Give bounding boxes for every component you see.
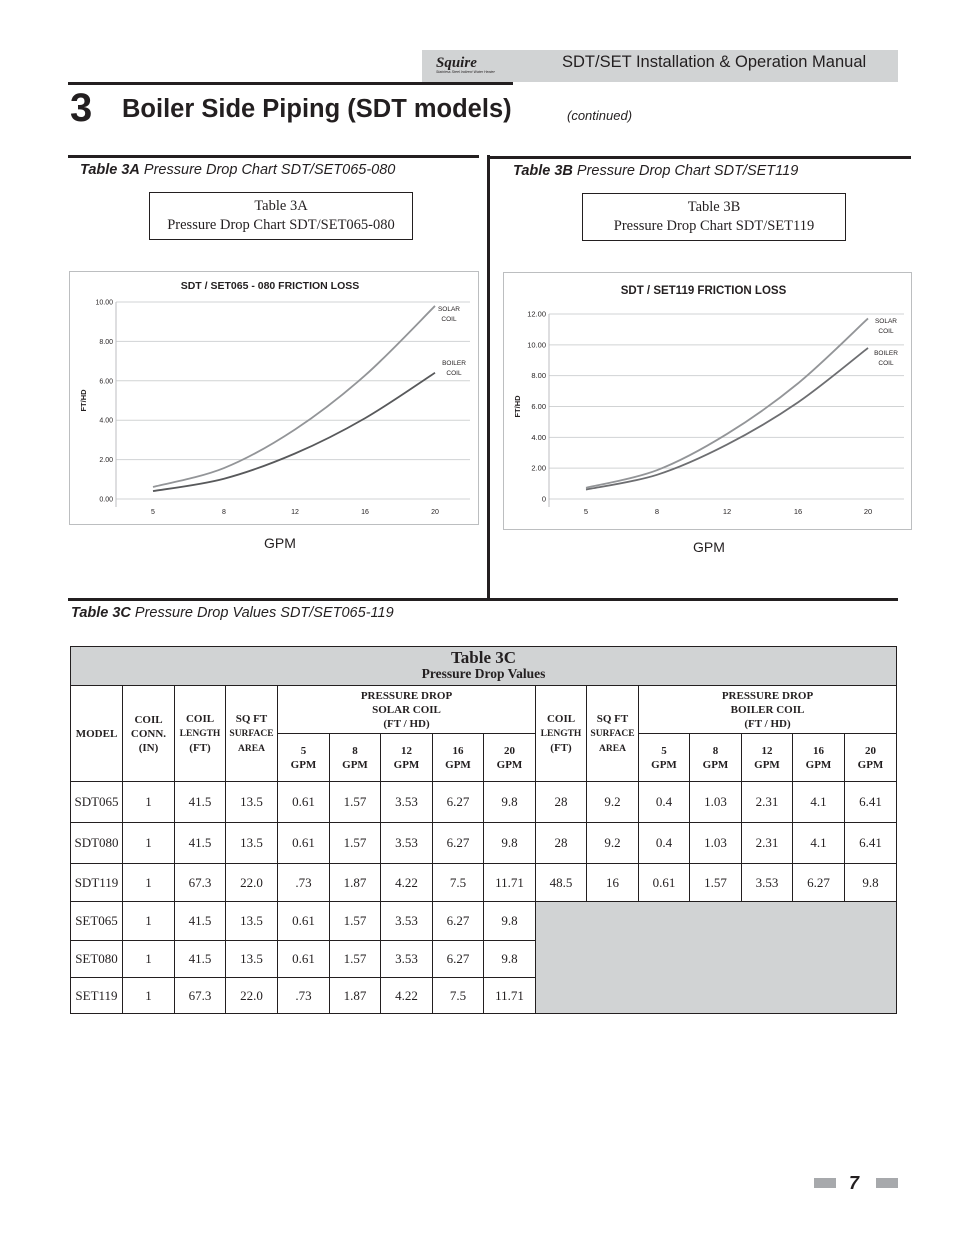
solar-drop-cell: 0.61 — [278, 782, 330, 823]
solar-drop-cell: 6.27 — [433, 823, 484, 864]
header-line: (FT) — [189, 742, 211, 754]
y-tick-label: 8.00 — [99, 338, 113, 346]
boiler-drop-cell: 1.03 — [690, 823, 742, 864]
manual-title: SDT/SET Installation & Operation Manual — [562, 53, 867, 71]
boiler-drop-cell: 6.41 — [845, 823, 897, 864]
solar-drop-cell: 0.61 — [278, 902, 330, 941]
header-line: COIL — [185, 713, 215, 725]
friction-loss-chart-119 — [503, 272, 912, 530]
y-axis-label: FT/HD — [513, 395, 522, 418]
y-tick-label: 2.00 — [531, 463, 546, 473]
page-number: 7 — [849, 1173, 860, 1193]
boiler-drop-cell: 4.1 — [793, 823, 845, 864]
solar-drop-cell: 1.87 — [330, 978, 381, 1014]
solar-drop-cell: 0.61 — [278, 941, 330, 978]
y-tick-label: 12.00 — [527, 309, 546, 319]
header-gpm — [330, 734, 381, 782]
box-line-1: Table 3B — [687, 199, 741, 215]
gpm-unit: GPM — [857, 758, 884, 771]
coil-length-cell: 41.5 — [175, 823, 226, 864]
sq-ft-cell: 13.5 — [226, 941, 278, 978]
section-continued: (continued) — [567, 108, 633, 123]
series-label-line: BOILER — [874, 350, 898, 357]
caption-text: Pressure Drop Values SDT/SET065-119 — [130, 605, 394, 621]
solar-drop-cell: 6.27 — [433, 902, 484, 941]
x-tick-label: 12 — [291, 509, 299, 516]
gpm-value: 12 — [401, 744, 412, 757]
coil-length-cell: 67.3 — [175, 864, 226, 902]
solar-drop-cell: 4.22 — [381, 978, 433, 1014]
solar-drop-cell: 1.57 — [330, 782, 381, 823]
header-line: COIL — [134, 713, 163, 726]
gpm-unit: GPM — [702, 758, 729, 771]
model-cell: SET065 — [71, 902, 123, 941]
boiler-sq-ft-cell: 9.2 — [587, 823, 639, 864]
gpm-unit: GPM — [754, 758, 780, 771]
friction-loss-chart-065-080 — [69, 271, 479, 525]
gpm-unit: GPM — [290, 758, 317, 771]
model-cell: SET080 — [71, 941, 123, 978]
solar-drop-cell: 1.57 — [330, 941, 381, 978]
page-marker-right — [876, 1178, 898, 1188]
pressure-drop-table — [70, 646, 897, 1014]
x-tick-label: 16 — [361, 509, 369, 516]
coil-conn-cell: 1 — [123, 823, 175, 864]
solar-drop-cell: .73 — [278, 978, 330, 1014]
chart-x-caption: GPM — [264, 535, 296, 551]
section-title: Boiler Side Piping (SDT models) — [122, 95, 512, 123]
boiler-drop-cell: 0.4 — [639, 823, 690, 864]
gpm-value: 12 — [761, 744, 773, 757]
solar-drop-cell: 7.5 — [433, 864, 484, 902]
gpm-value: 16 — [813, 744, 824, 757]
header-model: MODEL — [71, 686, 123, 782]
header-gpm — [639, 734, 690, 782]
header-gpm — [690, 734, 742, 782]
header-sq-ft — [226, 686, 278, 782]
caption-table-3a — [80, 162, 395, 178]
gpm-unit: GPM — [496, 758, 523, 771]
solar-drop-cell: 9.8 — [484, 941, 536, 978]
sq-ft-cell: 13.5 — [226, 902, 278, 941]
header-gpm — [278, 734, 330, 782]
svg-text:Stainless Steel Indirect Water: Stainless Steel Indirect Water Heater — [436, 70, 495, 74]
coil-length-cell: 41.5 — [175, 941, 226, 978]
y-tick-label: 0.00 — [99, 496, 113, 504]
box-line-2: Pressure Drop Chart SDT/SET119 — [613, 218, 815, 234]
coil-conn-cell: 1 — [123, 941, 175, 978]
solar-drop-cell: 1.57 — [330, 823, 381, 864]
na-shaded-cell — [536, 902, 897, 1014]
gpm-unit: GPM — [445, 758, 471, 771]
gpm-unit: GPM — [393, 758, 420, 771]
table-subtitle: Pressure Drop Values — [421, 666, 546, 681]
header-line: AREA — [238, 743, 265, 754]
section-number: 3 — [70, 86, 93, 130]
header-line: (FT / HD) — [744, 717, 791, 730]
coil-conn-cell: 1 — [123, 978, 175, 1014]
squire-logo — [434, 53, 504, 75]
boiler-drop-cell: 6.41 — [845, 782, 897, 823]
solar-drop-cell: 3.53 — [381, 941, 433, 978]
solar-drop-cell: 9.8 — [484, 902, 536, 941]
boiler-drop-cell: 2.31 — [742, 823, 793, 864]
page-marker-left — [814, 1178, 836, 1188]
header-line: (IN) — [138, 741, 159, 754]
coil-length-cell: 67.3 — [175, 978, 226, 1014]
header-gpm — [742, 734, 793, 782]
header-line: SQ FT — [596, 712, 629, 725]
solar-drop-cell: 6.27 — [433, 782, 484, 823]
boiler-coil-length-cell: 28 — [536, 782, 587, 823]
y-tick-label: 2.00 — [99, 457, 113, 465]
header-gpm — [845, 734, 897, 782]
gpm-value: 20 — [865, 744, 876, 757]
gpm-value: 8 — [712, 744, 719, 757]
x-tick-label: 16 — [793, 507, 803, 516]
solar-drop-cell: 11.71 — [484, 978, 536, 1014]
coil-conn-cell: 1 — [123, 864, 175, 902]
header-solar-pressure-drop — [278, 686, 536, 734]
header-boiler-sq-ft — [587, 686, 639, 782]
table-row — [71, 823, 897, 864]
y-tick-label: 10.00 — [95, 299, 113, 307]
header-line: LENGTH — [179, 729, 221, 739]
sq-ft-cell: 22.0 — [226, 978, 278, 1014]
header-coil-conn — [123, 686, 175, 782]
sq-ft-cell: 13.5 — [226, 823, 278, 864]
x-tick-label: 20 — [431, 509, 439, 516]
solar-drop-cell: 1.87 — [330, 864, 381, 902]
header-rule — [68, 82, 513, 85]
gpm-unit: GPM — [342, 758, 368, 771]
chart-frame — [504, 273, 912, 530]
table-title: Table 3C — [450, 648, 517, 667]
caption-prefix: Table 3C — [71, 605, 131, 621]
table-row — [71, 782, 897, 823]
y-tick-label: 6.00 — [531, 402, 546, 411]
header-boiler-pressure-drop — [639, 686, 897, 734]
model-cell: SDT065 — [71, 782, 123, 823]
divider-bottom — [68, 598, 898, 601]
boiler-drop-cell: 9.8 — [845, 864, 897, 902]
coil-length-cell: 41.5 — [175, 902, 226, 941]
sq-ft-cell: 22.0 — [226, 864, 278, 902]
solar-drop-cell: 0.61 — [278, 823, 330, 864]
header-line: SURFACE — [229, 728, 274, 739]
header-coil-length — [175, 686, 226, 782]
header-line: SOLAR COIL — [372, 703, 441, 716]
x-tick-label: 12 — [722, 507, 732, 516]
y-tick-label: 0 — [541, 494, 546, 504]
y-tick-label: 6.00 — [99, 378, 113, 386]
header-gpm — [484, 734, 536, 782]
gpm-value: 20 — [504, 744, 515, 757]
gpm-unit: GPM — [805, 758, 832, 771]
box-line-1: Table 3A — [254, 198, 308, 214]
chart-title: SDT / SET065 - 080 FRICTION LOSS — [180, 280, 360, 292]
table-row — [71, 902, 897, 941]
gpm-value: 5 — [300, 744, 307, 757]
boiler-drop-cell: 0.4 — [639, 782, 690, 823]
header-line: BOILER COIL — [730, 703, 805, 716]
series-label-line: COIL — [878, 328, 894, 335]
solar-drop-cell: .73 — [278, 864, 330, 902]
model-cell: SDT080 — [71, 823, 123, 864]
header-gpm — [433, 734, 484, 782]
boiler-sq-ft-cell: 9.2 — [587, 782, 639, 823]
y-tick-label: 4.00 — [531, 432, 546, 442]
divider-vertical — [487, 155, 490, 599]
x-tick-label: 20 — [863, 507, 873, 516]
caption-table-3c — [71, 605, 394, 621]
divider-right — [490, 156, 911, 159]
solar-drop-cell: 3.53 — [381, 782, 433, 823]
caption-text: Pressure Drop Chart SDT/SET065-080 — [139, 162, 396, 178]
gpm-value: 16 — [452, 744, 464, 757]
series-label-line: COIL — [446, 370, 462, 377]
boiler-coil-length-cell: 48.5 — [536, 864, 587, 902]
x-tick-label: 8 — [222, 509, 226, 516]
boiler-sq-ft-cell: 16 — [587, 864, 639, 902]
header-line: LENGTH — [540, 729, 582, 739]
header-gpm — [381, 734, 433, 782]
divider-left — [68, 155, 479, 158]
gpm-value: 5 — [661, 744, 667, 757]
coil-length-cell: 41.5 — [175, 782, 226, 823]
header-line: SURFACE — [590, 728, 635, 739]
caption-prefix: Table 3B — [513, 163, 573, 179]
solar-drop-cell: 4.22 — [381, 864, 433, 902]
y-tick-label: 10.00 — [527, 340, 546, 350]
coil-conn-cell: 1 — [123, 782, 175, 823]
header-boiler-coil-length — [536, 686, 587, 782]
sq-ft-cell: 13.5 — [226, 782, 278, 823]
solar-drop-cell: 7.5 — [433, 978, 484, 1014]
chart-x-caption: GPM — [693, 539, 725, 555]
gpm-value: 8 — [352, 744, 358, 757]
boiler-drop-cell: 4.1 — [793, 782, 845, 823]
caption-table-3b — [513, 163, 798, 179]
header-line: PRESSURE DROP — [721, 689, 814, 702]
chart-frame — [70, 272, 479, 525]
solar-drop-cell: 3.53 — [381, 823, 433, 864]
chart-title: SDT / SET119 FRICTION LOSS — [620, 285, 787, 297]
boiler-drop-cell: 2.31 — [742, 782, 793, 823]
x-tick-label: 5 — [151, 509, 155, 516]
header-line: AREA — [599, 743, 626, 754]
series-label-line: COIL — [441, 316, 457, 323]
title-box-3b — [582, 193, 846, 241]
model-cell: SDT119 — [71, 864, 123, 902]
model-cell: SET119 — [71, 978, 123, 1014]
solar-drop-cell: 9.8 — [484, 782, 536, 823]
header-line: PRESSURE DROP — [360, 689, 453, 702]
boiler-drop-cell: 3.53 — [742, 864, 793, 902]
x-tick-label: 8 — [654, 507, 660, 516]
y-tick-label: 8.00 — [531, 371, 546, 381]
table-title-cell — [71, 647, 897, 686]
table-row — [71, 864, 897, 902]
boiler-coil-length-cell: 28 — [536, 823, 587, 864]
header-gpm — [793, 734, 845, 782]
svg-text:Squire: Squire — [436, 55, 477, 71]
solar-drop-cell: 3.53 — [381, 902, 433, 941]
series-label-line: SOLAR — [437, 306, 461, 313]
title-box-3a — [149, 192, 413, 240]
header-line: CONN. — [130, 727, 167, 740]
header-line: (FT / HD) — [383, 717, 430, 730]
boiler-drop-cell: 1.57 — [690, 864, 742, 902]
solar-drop-cell: 9.8 — [484, 823, 536, 864]
gpm-unit: GPM — [651, 758, 677, 771]
boiler-drop-cell: 0.61 — [639, 864, 690, 902]
solar-drop-cell: 11.71 — [484, 864, 536, 902]
series-label-line: BOILER — [442, 360, 466, 367]
boiler-drop-cell: 1.03 — [690, 782, 742, 823]
y-axis-label: FT/HD — [79, 389, 88, 412]
header-line: SQ FT — [235, 712, 268, 725]
caption-prefix: Table 3A — [80, 162, 140, 178]
solar-drop-cell: 1.57 — [330, 902, 381, 941]
coil-conn-cell: 1 — [123, 902, 175, 941]
series-label-line: COIL — [878, 360, 894, 367]
series-label-line: SOLAR — [874, 318, 898, 325]
caption-text: Pressure Drop Chart SDT/SET119 — [572, 163, 799, 179]
box-line-2: Pressure Drop Chart SDT/SET065-080 — [167, 217, 395, 233]
header-line: COIL — [546, 713, 576, 725]
y-tick-label: 4.00 — [99, 417, 113, 425]
header-line: (FT) — [550, 742, 572, 754]
boiler-drop-cell: 6.27 — [793, 864, 845, 902]
x-tick-label: 5 — [583, 507, 589, 516]
solar-drop-cell: 6.27 — [433, 941, 484, 978]
